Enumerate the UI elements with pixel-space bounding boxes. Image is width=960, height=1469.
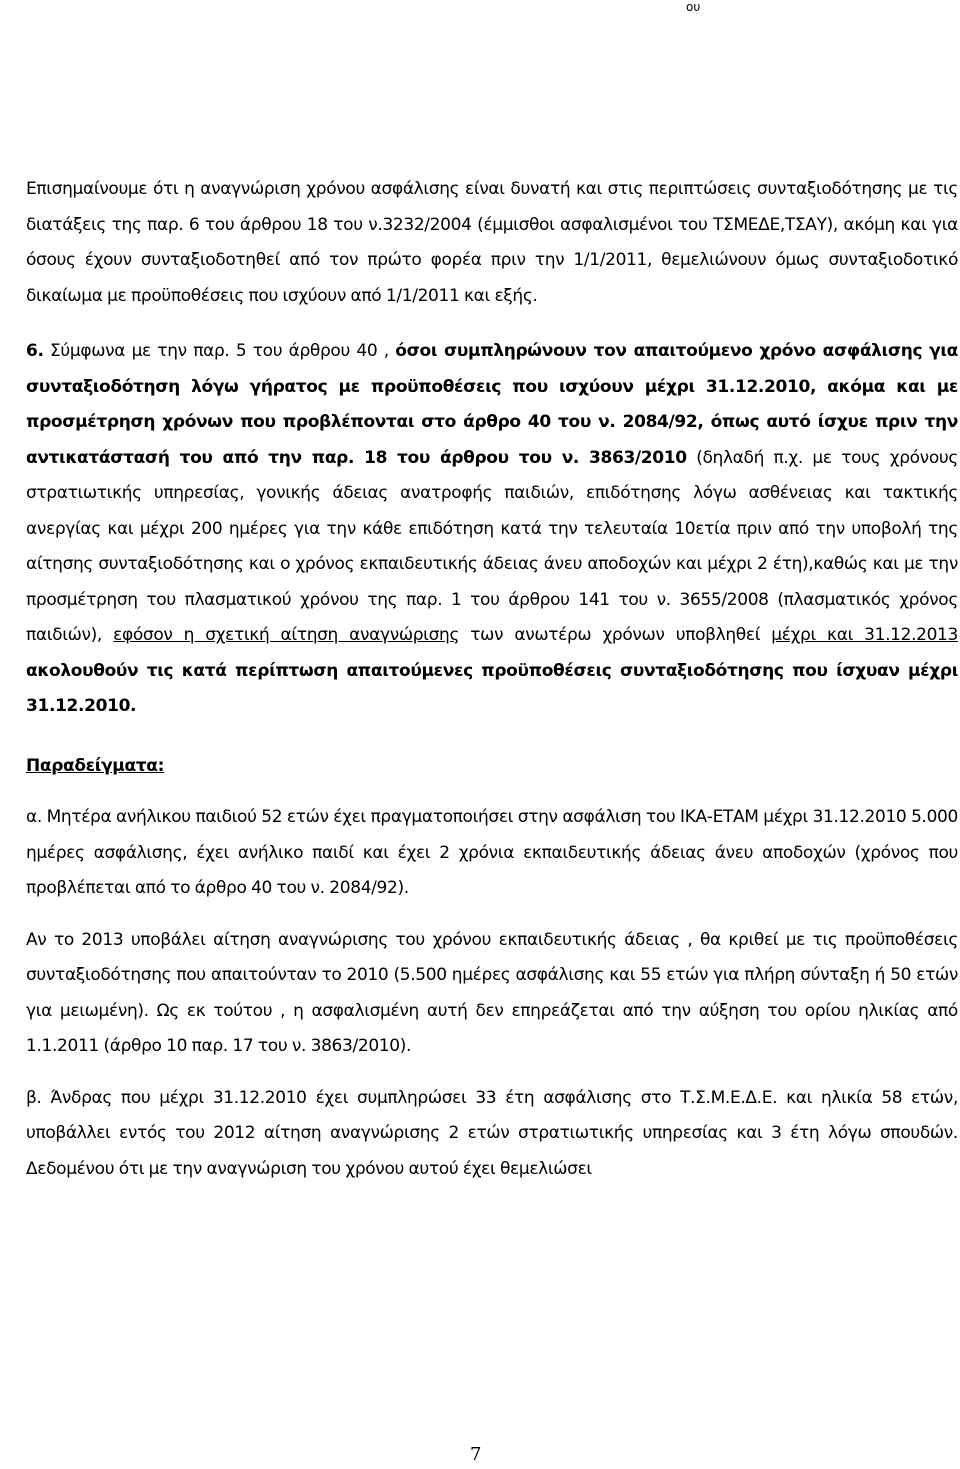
paragraph-number: 6. (26, 341, 44, 361)
example-b: β. Άνδρας που μέχρι 31.12.2010 έχει συμπληρώσει 33 έτη ασφάλισης στο Τ.Σ.Μ.Ε.Δ.Ε. και ηλικία 58 ετών, υποβάλλει εντός του 2012 αίτηση αναγνώρισης 2 ετών στρατιωτικής υπηρεσίας και 3 έτη λόγω σπουδών. Δεδομένου ότι με την αναγνώριση του χρόνου αυτού έχει θεμελιώσει (26, 1087, 958, 1179)
paragraph-6-intro: Σύμφωνα με την παρ. 5 του άρθρου 40 , (43, 341, 396, 361)
paragraph-6-underlined-condition: εφόσον η σχετική αίτηση αναγνώρισης (113, 625, 460, 645)
paragraph-6-underlined-deadline: μέχρι και 31.12.2013 (771, 625, 958, 645)
paragraph-6-bold-clause: όσοι συμπληρώνουν τον απαιτούμενο χρόνο ασφάλισης για συνταξιοδότηση λόγω γήρατος με προϋποθέσεις που ισχύουν μέχρι 31.12.2010, ακόμα και με προσμέτρηση χρόνων που προβλέπονται στο άρθρο 40 του ν. 2084/92, όπως αυτό ίσχυε πριν την αντικατάστασή του από την παρ. 18 του άρθρου του ν. 3863/2010 (26, 341, 958, 468)
paragraph-6-details: (δηλαδή π.χ. με τους χρόνους στρατιωτικής υπηρεσίας, γονικής άδειας ανατροφής παιδιών, επιδότησης λόγω ασθένειας και τακτικής ανεργίας και μέχρι 200 ημέρες για την κάθε επιδότηση κατά την τελευταία 10ετία πριν από την υποβολή της αίτησης συνταξιοδότησης και ο χρόνος εκπαιδευτικής άδειας άνευ αποδοχών και μέχρι 2 έτη),καθώς και με την προσμέτρηση του πλασματικού χρόνου της παρ. 1 του άρθρου 141 του ν. 3655/2008 (πλασματικός χρόνος παιδιών), (26, 447, 958, 645)
page-header: ου (686, 0, 701, 14)
example-a-part-1: α. Μητέρα ανήλικου παιδιού 52 ετών έχει πραγματοποιήσει στην ασφάλιση του ΙΚΑ-ΕΤΑΜ μέχρι 31.12.2010 5.000 ημέρες ασφάλισης, έχει ανήλικο παιδί και έχει 2 χρόνια εκπαιδευτικής άδειας άνευ αποδοχών (χρόνος που προβλέπεται από το άρθρο 40 του ν. 2084/92). (26, 807, 958, 898)
paragraph-6-bold-conclusion: ακολουθούν τις κατά περίπτωση απαιτούμενες προϋποθέσεις συνταξιοδότησης που ίσχυαν μέχρι 31.12.2010. (26, 660, 958, 716)
document-body (26, 172, 958, 1187)
paragraph-6 (26, 334, 958, 725)
paragraph-recognition-note: Επισημαίνουμε ότι η αναγνώριση χρόνου ασφάλισης είναι δυνατή και στις περιπτώσεις συνταξιοδότησης με τις διατάξεις της παρ. 6 του άρθρου 18 του ν.3232/2004 (έμμισθοι ασφαλισμένοι του ΤΣΜΕΔΕ,ΤΣΑΥ), ακόμη και για όσους έχουν συνταξιοδοτηθεί από τον πρώτο φορέα πριν την 1/1/2011, θεμελιώνουν όμως συνταξιοδοτικό δικαίωμα με προϋποθέσεις που ισχύουν από 1/1/2011 και εξής. (26, 179, 958, 306)
examples-heading: Παραδείγματα: (26, 755, 165, 776)
paragraph-6-continuation: των ανωτέρω χρόνων υποβληθεί (459, 625, 772, 645)
example-a-part-2: Αν το 2013 υποβάλει αίτηση αναγνώρισης του χρόνου εκπαιδευτικής άδειας , θα κριθεί με τις προϋποθέσεις συνταξιοδότησης που απαιτούνταν το 2010 (5.500 ημέρες ασφάλισης και 55 ετών για πλήρη σύνταξη ή 50 ετών για μειωμένη). Ως εκ τούτου , η ασφαλισμένη αυτή δεν επηρεάζεται από την αύξηση του ορίου ηλικίας από 1.1.2011 (άρθρο 10 παρ. 17 του ν. 3863/2010). (26, 929, 958, 1056)
page-number: 7 (470, 1444, 482, 1465)
